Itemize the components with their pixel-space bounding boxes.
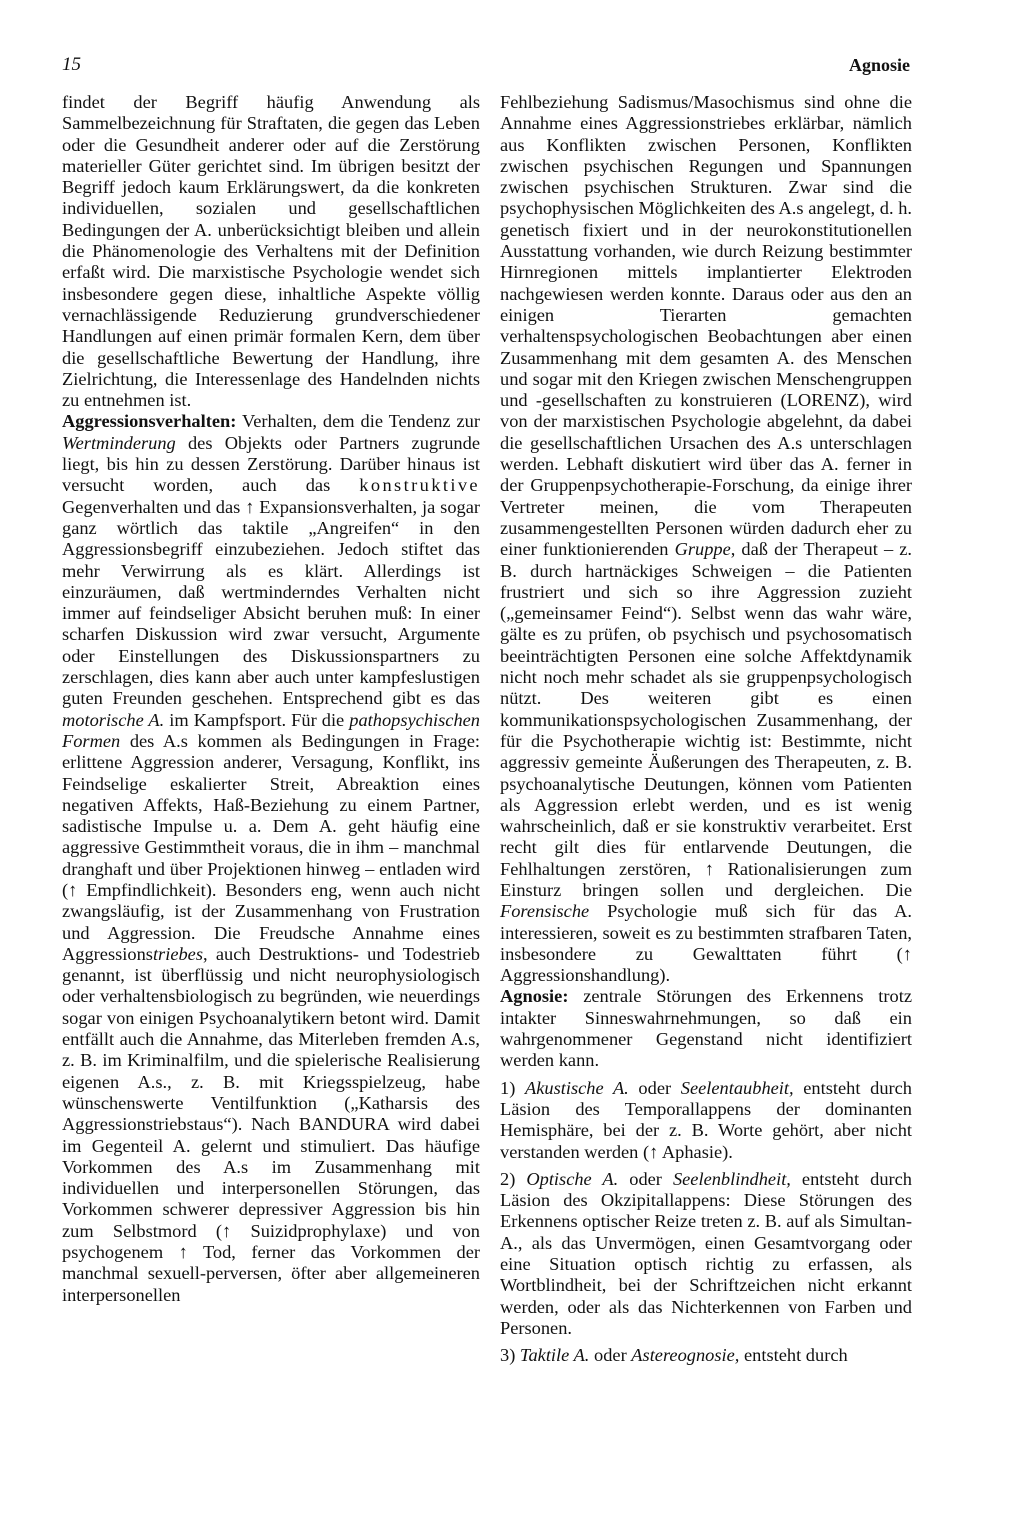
emphasis: Seelentaubheit, (680, 1077, 794, 1098)
emphasis: triebes (152, 943, 203, 964)
emphasis: Astereognosie, (631, 1345, 740, 1366)
spaced-emphasis: konstruktive (359, 475, 480, 496)
item-text: oder (618, 1168, 673, 1189)
item-text: entsteht durch Läsion des Temporallappens der dominanten Hemisphäre, bei der z. B. Worte gehört, aber nicht verstanden werden (↑ Aphasie). (500, 1077, 912, 1162)
emphasis: Taktile A. (519, 1345, 590, 1366)
entry-text: im Kampfsport. Für die (164, 709, 350, 730)
emphasis: Wertminderung (62, 432, 176, 453)
agnosie-item-3 (500, 1345, 912, 1366)
item-text: oder (589, 1345, 632, 1366)
emphasis: Seelenblindheit, (672, 1168, 791, 1189)
entry-aggressionsverhalten (62, 411, 480, 1305)
paragraph-aggression-end (500, 92, 912, 986)
emphasis: Optische A. (526, 1168, 619, 1189)
paragraph-text: , daß der Therapeut – z. B. durch hartnäckiges Schweigen – die Patienten frustriert und sich so ihre Aggression zuzieht („gemeinsamer Feind“). Selbst wenn das wahr wäre, gälte es zu prüfen, ob psychisch und psychosomatisch beeinträchtigten Personen eine solche Affektdynamik nicht noch mehr schadet als sie gruppenpsychologisch nützt. Des weiteren gibt es einen kommunikationspsychologischen Zusammenhang, der für die Psychotherapie wichtig ist: Bestimmte, nicht aggressiv gemeinte Äußerungen des Therapeuten, z. B. psychoanalytische Deutungen, können vom Patienten als Aggression erlebt werden, und es ist wenig wahrscheinlich, daß er sie konstruktiv verarbeitet. Erst recht gilt dies für entlarvende Deutungen, die Fehlhaltungen zerstören, ↑ Rationalisierungen zum Einsturz bringen sollen und dergleichen. Die (500, 539, 912, 900)
item-text: entsteht durch (739, 1345, 848, 1366)
item-text: entsteht durch Läsion des Okzipitallappens: Diese Störungen des Erkennens optischer Reize treten z. B. auf als Simultan-A., als das Unvermögen, einen Gesamtvorgang oder eine Situation optisch richtig zu erfassen, als Wortblindheit, bei der Schriftzeichen nicht erkannt werden, oder als das Nichterkennen von Farben und Personen. (500, 1168, 912, 1338)
entry-text: , auch Destruktions- und Todestrieb genannt, ist überflüssig und nicht neurophysiologisch oder verhaltensbiologisch zu begründen, wie neuerdings sogar von einigen Psychoanalytikern betont wird. Damit entfällt auch die Annahme, das Miterleben fremden A.s, z. B. im Kriminalfilm, und die spielerische Realisierung eigenen A.s., z. B. mit Kriegsspielzeug, habe wünschenswerte Ventilfunktion („Katharsis des Aggressionstriebstaus“). Nach BANDURA wird dabei im Gegenteil A. gelernt und stimuliert. Das häufige Vorkommen des A.s im Zusammenhang mit individuellen und interpersonellen Störungen, das Vorkommen schwerer depressiver Aggression bis hin zum Selbstmord (↑ Suizidprophylaxe) und von psychogenem ↑ Tod, ferner das Vorkommen der manchmal sexuell-perversen, öfter aber allgemeineren interpersonellen (62, 943, 480, 1305)
emphasis: Akustische A. (524, 1077, 629, 1098)
entry-text: des Objekts oder Partners zugrunde liegt, bis hin zu dessen Zerstörung. Darüber hinaus ist versucht worden, auch das (62, 432, 480, 496)
item-number: 1) (500, 1077, 525, 1098)
paragraph-text: Fehlbeziehung Sadismus/Masochismus sind ohne die Annahme eines Aggressionstriebes erklärbar, nämlich aus Konflikten zwischen Personen, Konflikten zwischen psychischen Regungen und Spannungen zwischen psychischen Strukturen. Zwar sind die psychophysischen Möglichkeiten des A.s angelegt, d. h. genetisch fixiert und in der neurokonstitutionellen Ausstattung vorhanden, wie durch Reizung bestimmter Hirnregionen mittels implantierter Elektroden nachgewiesen werden konnte. Daraus oder aus den an einigen Tierarten gemachten verhaltenspsychologischen Beobachtungen aber einen Zusammenhang mit dem gesamten A. des Menschen und sogar mit den Kriegen zwischen Menschengruppen und -gesellschaften zu konstruieren (LORENZ), wird von der marxistischen Psychologie abgelehnt, da dabei die gesellschaftlichen Ursachen des A.s unterschlagen werden. Lebhaft diskutiert wird über das A. ferner in der Gruppenpsychotherapie-Forschung, da einige ihrer Vertreter meinen, die vom Therapeuten zusammengestellten Personen würden dadurch eher zu einer funktionierenden (500, 92, 912, 560)
entry-agnosie (500, 986, 912, 1071)
item-number: 2) (500, 1168, 527, 1189)
left-column (62, 92, 480, 1306)
entry-term: Aggressionsverhalten: (62, 411, 237, 432)
emphasis: motorische A. (62, 709, 165, 730)
emphasis: Gruppe (674, 539, 731, 560)
entry-text: zentrale Störungen des Erkennens trotz intakter Sinneswahrnehmungen, so daß ein wahrgenommener Gegenstand nicht identifiziert werden kann. (500, 986, 912, 1071)
running-head: Agnosie (848, 55, 910, 75)
entry-text: Gegenverhalten und das ↑ Expansionsverhalten, ja sogar ganz wörtlich das taktile „Angreifen“ in den Aggressionsbegriff einzubeziehen. Jedoch stiftet das mehr Verwirrung als es klärt. Allerdings ist einzuräumen, daß wertminderndes Verhalten nicht immer auf feindseliger Absicht beruhen muß: In einer scharfen Diskussion wird zwar versucht, Argumente oder Einstellungen des Diskussionspartners zu zerschlagen, dies kann aber auch unter kampfeslustigen guten Freunden geschehen. Entsprechend gibt es das (62, 496, 480, 709)
entry-text: des A.s kommen als Bedingungen in Frage: erlittene Aggression anderer, Versagung, Konflikt, ins Feindselige eskalierter Streit, Abreaktion eines negativen Affekts, Haß-Beziehung zu einem Partner, sadistische Impulse u. a. Dem A. geht häufig eine aggressive Gestimmtheit voraus, die in ihm – manchmal dranghaft und über Projektionen hinweg – entladen wird (↑ Empfindlichkeit). Besonders eng, wenn auch nicht zwangsläufig, ist der Zusammenhang von Frustration und Aggression. Die Freudsche Annahme eines Aggressions (62, 730, 480, 964)
entry-term: Agnosie: (500, 986, 569, 1007)
paragraph-aggression-continued: findet der Begriff häufig Anwendung als Sammelbezeichnung für Straftaten, die gegen das Leben oder die Gesundheit anderer oder auf die Zerstörung materieller Güter gerichtet sind. Im übrigen besitzt der Begriff jedoch kaum Erklärungswert, da die konkreten individuellen, sozialen und gesellschaftlichen Bedingungen der A. unberücksichtigt bleiben und allein die Phänomenologie des Verhaltens mit der Definition erfaßt wird. Die marxistische Psychologie wendet sich insbesondere gegen diese, inhaltliche Aspekte völlig vernachlässigende Reduzierung grundverschiedener Handlungen auf einen primär formalen Kern, dem über die gesellschaftliche Bewertung der Handlung, ihre Zielrichtung, die Interessenlage des Handelnden nichts zu entnehmen ist. (62, 92, 480, 411)
entry-text: Verhalten, dem die Tendenz zur (236, 411, 480, 432)
paragraph-text: Psychologie muß sich für das A. interessieren, soweit es zu bestimmten strafbaren Taten, insbesondere zu Gewalttaten führt (↑ Aggressionshandlung). (500, 901, 912, 986)
item-number: 3) (500, 1345, 520, 1366)
right-column (500, 92, 912, 1367)
agnosie-item-2 (500, 1169, 912, 1339)
emphasis: Forensische (500, 901, 590, 922)
agnosie-item-1 (500, 1078, 912, 1163)
item-text: oder (628, 1077, 681, 1098)
page-number: 15 (62, 54, 81, 75)
emphasis: pathopsychischen Formen (62, 709, 480, 751)
